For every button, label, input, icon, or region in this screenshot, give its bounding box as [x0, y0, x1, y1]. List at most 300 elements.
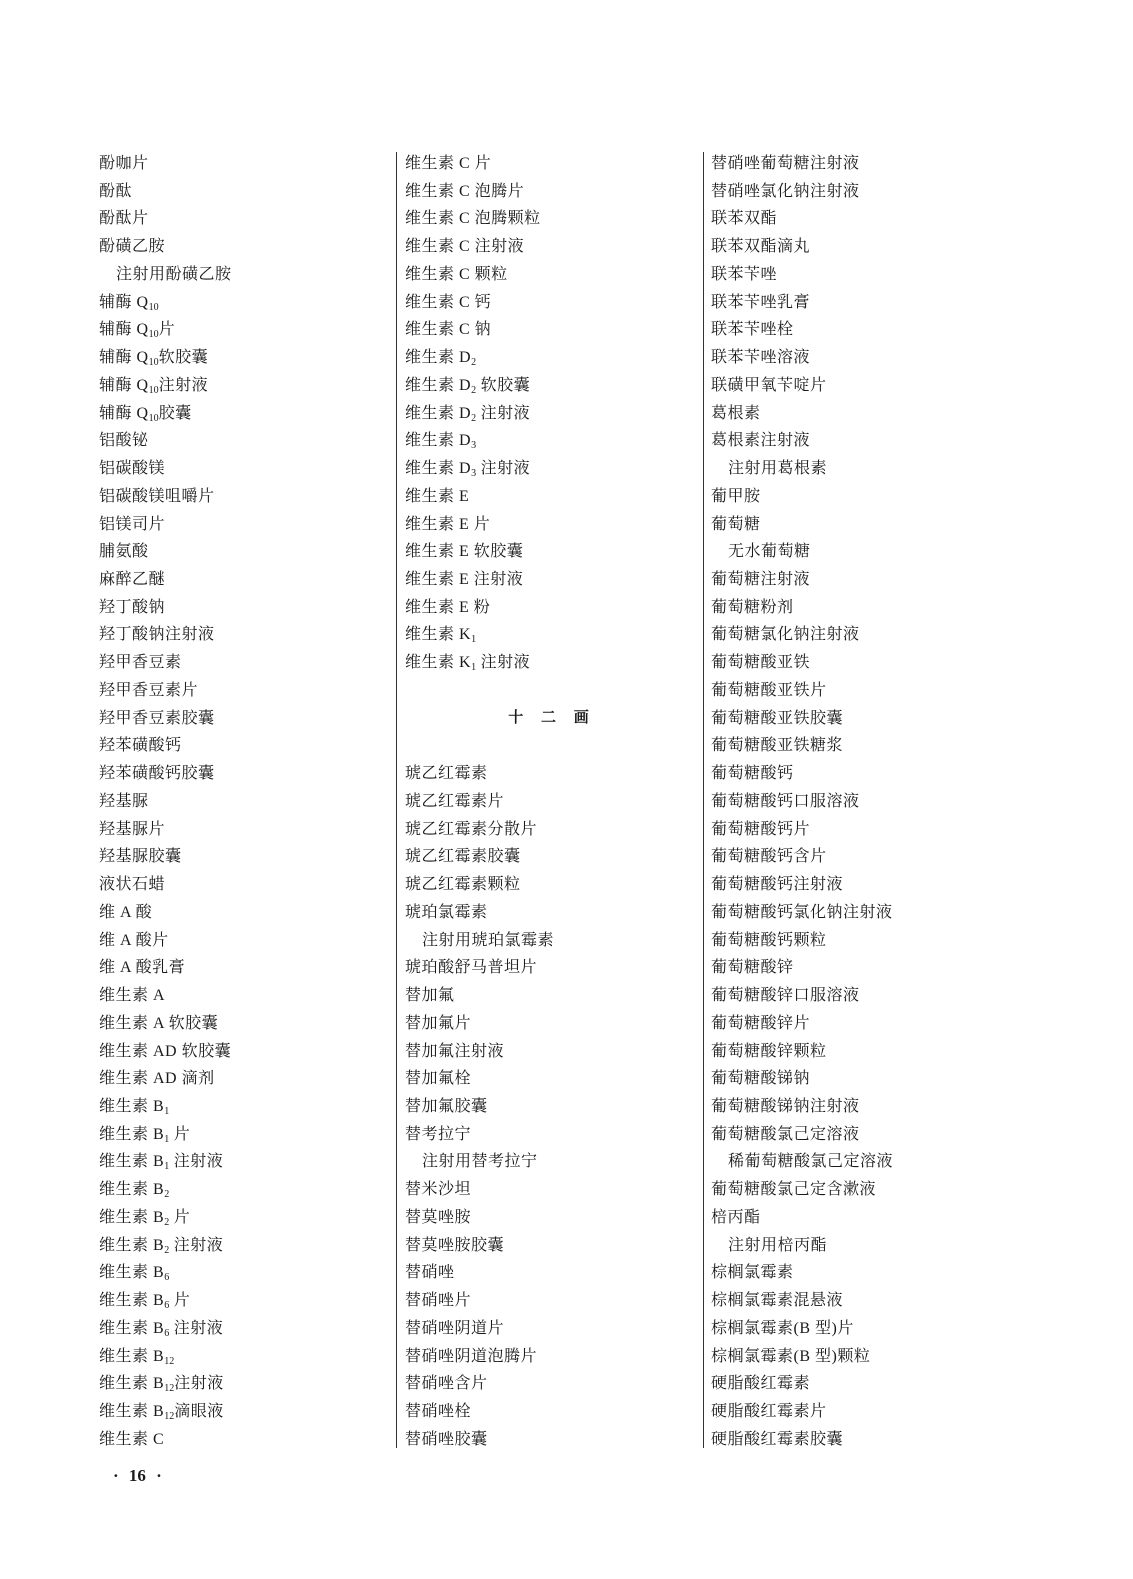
entry-text: 维生素 B	[99, 1181, 165, 1199]
index-entry	[99, 1426, 389, 1454]
entry-text: 维生素 C	[99, 1430, 165, 1448]
index-entry	[711, 621, 1001, 649]
entry-text: 铝酸铋	[99, 432, 149, 450]
entry-text: 葡萄糖酸亚铁	[711, 654, 811, 672]
entry-text-after: 软胶囊	[476, 376, 531, 394]
entry-text-after: 滴眼液	[174, 1403, 224, 1421]
index-entry	[711, 843, 1001, 871]
index-entry	[405, 871, 695, 899]
entry-text: 葡萄糖酸锌片	[711, 1014, 811, 1032]
index-entry	[711, 400, 1001, 428]
entry-text: 羟甲香豆素	[99, 654, 182, 672]
index-entry	[99, 649, 389, 677]
entry-text-after: 片	[158, 321, 176, 339]
index-entry	[405, 1121, 695, 1149]
index-entry	[99, 289, 389, 317]
index-entry	[711, 1065, 1001, 1093]
index-entry	[99, 732, 389, 760]
entry-text: 羟苯磺酸钙胶囊	[99, 765, 215, 783]
index-entry	[99, 205, 389, 233]
index-entry	[711, 178, 1001, 206]
entry-text: 联苯苄唑溶液	[711, 349, 811, 367]
index-entry	[711, 1010, 1001, 1038]
index-entry	[99, 982, 389, 1010]
entry-text: 维生素 E 片	[405, 515, 491, 533]
entry-text: 葛根素	[711, 404, 761, 422]
entry-text: 葡萄糖酸钙片	[711, 820, 811, 838]
index-entry	[99, 483, 389, 511]
entry-text: 替加氟注射液	[405, 1042, 505, 1060]
index-entry	[99, 1204, 389, 1232]
index-entry	[711, 982, 1001, 1010]
index-entry	[405, 566, 695, 594]
index-entry	[99, 427, 389, 455]
index-entry	[711, 705, 1001, 733]
index-entry	[711, 1093, 1001, 1121]
index-entry	[99, 871, 389, 899]
entry-text: 注射用葛根素	[728, 460, 828, 478]
entry-text: 棕榈氯霉素混悬液	[711, 1292, 844, 1310]
index-entry	[99, 954, 389, 982]
index-entry	[99, 1398, 389, 1426]
entry-text: 羟基脲片	[99, 820, 166, 838]
index-entry	[405, 344, 695, 372]
index-entry	[711, 1370, 1001, 1398]
index-entry	[405, 816, 695, 844]
entry-text: 液状石蜡	[99, 876, 166, 894]
index-entry	[99, 927, 389, 955]
index-entry	[405, 150, 695, 178]
index-entry	[711, 1121, 1001, 1149]
index-entry	[405, 289, 695, 317]
index-entry	[99, 1010, 389, 1038]
index-column-2	[405, 150, 695, 1454]
entry-text: 酚酞片	[99, 210, 149, 228]
entry-text-after: 注射液	[476, 460, 531, 478]
entry-subscript: 1	[164, 1105, 170, 1117]
entry-text: 维 A 酸乳膏	[99, 959, 186, 977]
entry-subscript: 10	[148, 384, 159, 396]
entry-text: 替硝唑栓	[405, 1403, 472, 1421]
entry-text: 维生素 C 钠	[405, 321, 492, 339]
index-entry	[711, 677, 1001, 705]
entry-text: 维生素 D	[405, 404, 472, 422]
entry-text: 替硝唑氯化钠注射液	[711, 182, 860, 200]
index-entry	[99, 233, 389, 261]
index-entry	[711, 1315, 1001, 1343]
index-entry	[711, 1038, 1001, 1066]
index-entry	[405, 538, 695, 566]
index-entry	[711, 150, 1001, 178]
index-entry	[405, 1426, 695, 1454]
entry-text: 注射用琥珀氯霉素	[422, 931, 555, 949]
entry-text: 维生素 B	[99, 1292, 165, 1310]
entry-text-after: 片	[169, 1292, 191, 1310]
entry-text: 葛根素注射液	[711, 432, 811, 450]
index-entry	[711, 594, 1001, 622]
index-entry	[99, 1121, 389, 1149]
entry-text: 琥乙红霉素颗粒	[405, 876, 521, 894]
index-entry	[711, 372, 1001, 400]
index-subentry	[405, 927, 695, 955]
index-entry	[405, 788, 695, 816]
entry-text: 铝碳酸镁咀嚼片	[99, 487, 215, 505]
entry-text: 联苯双酯滴丸	[711, 238, 811, 256]
index-entry	[405, 205, 695, 233]
index-entry	[405, 1370, 695, 1398]
index-entry	[99, 455, 389, 483]
entry-text: 维生素 E 软胶囊	[405, 543, 524, 561]
entry-text: 葡萄糖酸钙氯化钠注射液	[711, 903, 893, 921]
index-entry	[711, 344, 1001, 372]
index-entry	[711, 566, 1001, 594]
index-entry	[405, 372, 695, 400]
index-entry	[99, 178, 389, 206]
index-entry	[711, 899, 1001, 927]
entry-subscript: 3	[471, 468, 477, 480]
index-entry	[405, 621, 695, 649]
entry-list	[405, 150, 695, 677]
entry-subscript: 2	[164, 1216, 170, 1228]
index-entry	[711, 732, 1001, 760]
entry-text: 维生素 C 片	[405, 155, 492, 172]
index-entry	[99, 1093, 389, 1121]
index-entry	[711, 1426, 1001, 1454]
entry-text: 葡萄糖酸亚铁胶囊	[711, 709, 844, 727]
entry-text: 注射用替考拉宁	[422, 1153, 538, 1171]
index-entry	[99, 788, 389, 816]
column-divider	[703, 152, 704, 1448]
entry-text: 羟苯磺酸钙	[99, 737, 182, 755]
entry-text: 替硝唑葡萄糖注射液	[711, 155, 860, 172]
entry-text: 无水葡萄糖	[728, 543, 811, 561]
entry-text: 维生素 B	[99, 1125, 165, 1143]
entry-text: 维生素 AD 滴剂	[99, 1070, 215, 1088]
index-entry	[711, 316, 1001, 344]
entry-text: 维生素 B	[99, 1153, 165, 1171]
entry-text: 替硝唑含片	[405, 1375, 488, 1393]
entry-text: 维生素 A	[99, 987, 166, 1005]
entry-subscript: 1	[164, 1161, 170, 1173]
entry-text: 维生素 K	[405, 626, 472, 644]
index-entry	[405, 1010, 695, 1038]
entry-subscript: 2	[164, 1189, 170, 1201]
entry-text: 维生素 B	[99, 1375, 165, 1393]
entry-text: 稀葡萄糖酸氯己定溶液	[728, 1153, 894, 1171]
index-entry	[405, 455, 695, 483]
entry-text: 葡萄糖酸锑钠	[711, 1070, 811, 1088]
entry-text: 酚咖片	[99, 155, 149, 172]
entry-text: 替莫唑胺	[405, 1208, 472, 1226]
index-entry	[99, 1176, 389, 1204]
entry-text: 葡萄糖酸锑钠注射液	[711, 1097, 860, 1115]
entry-text: 维生素 B	[99, 1097, 165, 1115]
index-entry	[405, 1259, 695, 1287]
index-entry	[99, 705, 389, 733]
entry-subscript: 6	[164, 1272, 170, 1284]
entry-text: 维生素 D	[405, 460, 472, 478]
entry-text: 葡萄糖酸锌颗粒	[711, 1042, 827, 1060]
entry-text: 棕榈氯霉素	[711, 1264, 794, 1282]
index-entry	[99, 1287, 389, 1315]
index-entry	[99, 1259, 389, 1287]
entry-text: 维生素 E 注射液	[405, 571, 524, 589]
entry-text: 葡萄糖酸钙	[711, 765, 794, 783]
entry-text: 琥乙红霉素	[405, 765, 488, 783]
entry-text: 维生素 A 软胶囊	[99, 1014, 219, 1032]
entry-text: 替硝唑阴道泡腾片	[405, 1347, 538, 1365]
index-column-1	[99, 150, 389, 1454]
entry-text: 脯氨酸	[99, 543, 149, 561]
entry-text: 维生素 B	[99, 1403, 165, 1421]
index-entry	[99, 843, 389, 871]
entry-text: 维生素 C 颗粒	[405, 265, 508, 283]
entry-text: 棓丙酯	[711, 1208, 761, 1226]
entry-subscript: 12	[164, 1383, 175, 1395]
index-subentry	[99, 261, 389, 289]
entry-text: 辅酶 Q	[99, 404, 149, 422]
index-entry	[99, 1370, 389, 1398]
index-entry	[711, 927, 1001, 955]
entry-text: 葡萄糖酸锌	[711, 959, 794, 977]
entry-text: 葡萄糖酸锌口服溶液	[711, 987, 860, 1005]
entry-text: 替米沙坦	[405, 1181, 472, 1199]
index-entry	[405, 1176, 695, 1204]
entry-text-after: 注射液	[169, 1319, 224, 1337]
index-entry	[711, 511, 1001, 539]
index-entry	[405, 400, 695, 428]
page-number: · 16 ·	[113, 1466, 162, 1485]
entry-text: 羟丁酸钠注射液	[99, 626, 215, 644]
entry-text: 替加氟栓	[405, 1070, 472, 1088]
entry-text-after: 注射液	[476, 404, 531, 422]
entry-subscript: 12	[164, 1411, 175, 1423]
index-entry	[99, 400, 389, 428]
entry-subscript: 2	[471, 384, 477, 396]
entry-subscript: 12	[164, 1355, 175, 1367]
entry-text: 替硝唑阴道片	[405, 1319, 505, 1337]
entry-text-after: 软胶囊	[158, 349, 209, 367]
entry-text: 辅酶 Q	[99, 293, 149, 311]
entry-text: 硬脂酸红霉素片	[711, 1403, 827, 1421]
index-entry	[711, 788, 1001, 816]
index-entry	[711, 205, 1001, 233]
entry-text: 葡萄糖酸钙注射液	[711, 876, 844, 894]
index-entry	[405, 316, 695, 344]
index-entry	[99, 760, 389, 788]
entry-text: 注射用酚磺乙胺	[116, 265, 232, 283]
entry-list	[711, 150, 1001, 1454]
entry-text: 葡萄糖酸亚铁糖浆	[711, 737, 844, 755]
entry-text: 替硝唑片	[405, 1292, 472, 1310]
entry-text: 琥乙红霉素胶囊	[405, 848, 521, 866]
entry-text: 酚酞	[99, 182, 133, 200]
entry-text: 维生素 C 钙	[405, 293, 492, 311]
index-entry	[405, 1065, 695, 1093]
index-entry	[711, 649, 1001, 677]
index-entry	[405, 1398, 695, 1426]
index-entry	[405, 483, 695, 511]
index-entry	[711, 233, 1001, 261]
entry-text: 葡萄糖氯化钠注射液	[711, 626, 860, 644]
entry-text-after: 注射液	[174, 1375, 224, 1393]
index-entry	[99, 816, 389, 844]
entry-subscript: 1	[471, 662, 477, 674]
index-subentry	[711, 1232, 1001, 1260]
index-entry	[711, 871, 1001, 899]
entry-text: 替加氟	[405, 987, 455, 1005]
section-heading: 十 二 画	[508, 709, 596, 726]
index-entry	[711, 427, 1001, 455]
entry-text: 葡萄糖注射液	[711, 571, 811, 589]
index-subentry	[711, 455, 1001, 483]
index-entry	[405, 1204, 695, 1232]
entry-text: 注射用棓丙酯	[728, 1236, 828, 1254]
entry-list	[405, 760, 695, 1453]
entry-text: 替硝唑胶囊	[405, 1430, 488, 1448]
index-entry	[405, 649, 695, 677]
index-entry	[405, 843, 695, 871]
entry-text: 维 A 酸片	[99, 931, 169, 949]
index-entry	[99, 594, 389, 622]
index-entry	[99, 344, 389, 372]
index-entry	[405, 1315, 695, 1343]
entry-text: 琥乙红霉素片	[405, 792, 505, 810]
entry-subscript: 1	[164, 1133, 170, 1145]
entry-subscript: 6	[164, 1327, 170, 1339]
index-entry	[405, 427, 695, 455]
entry-text: 琥乙红霉素分散片	[405, 820, 538, 838]
index-entry	[711, 1176, 1001, 1204]
entry-subscript: 10	[148, 301, 159, 313]
entry-text: 维生素 C 泡腾片	[405, 182, 525, 200]
entry-text: 替莫唑胺胶囊	[405, 1236, 505, 1254]
entry-text: 替硝唑	[405, 1264, 455, 1282]
index-entry	[711, 1259, 1001, 1287]
entry-text: 维生素 D	[405, 376, 472, 394]
entry-text: 铝镁司片	[99, 515, 166, 533]
column-divider	[396, 152, 397, 1448]
entry-subscript: 6	[164, 1300, 170, 1312]
index-entry	[99, 372, 389, 400]
index-entry	[99, 566, 389, 594]
entry-text-after: 片	[169, 1125, 191, 1143]
index-entry	[99, 899, 389, 927]
entry-text: 替加氟片	[405, 1014, 472, 1032]
index-entry	[405, 1038, 695, 1066]
entry-subscript: 10	[148, 357, 159, 369]
entry-text: 棕榈氯霉素(B 型)颗粒	[711, 1347, 871, 1365]
index-entry	[99, 1148, 389, 1176]
entry-subscript: 2	[471, 412, 477, 424]
entry-text: 葡萄糖酸钙口服溶液	[711, 792, 860, 810]
index-entry	[405, 178, 695, 206]
entry-text: 维生素 B	[99, 1236, 165, 1254]
entry-text: 联苯苄唑乳膏	[711, 293, 811, 311]
entry-text: 硬脂酸红霉素胶囊	[711, 1430, 844, 1448]
entry-text: 葡萄糖粉剂	[711, 598, 794, 616]
index-entry	[99, 1315, 389, 1343]
entry-subscript: 2	[164, 1244, 170, 1256]
entry-text: 羟甲香豆素片	[99, 681, 199, 699]
entry-subscript: 10	[148, 329, 159, 341]
index-entry	[405, 261, 695, 289]
entry-text: 辅酶 Q	[99, 349, 149, 367]
entry-text: 维生素 C 注射液	[405, 238, 525, 256]
index-entry	[711, 1343, 1001, 1371]
index-entry	[405, 760, 695, 788]
index-subentry	[405, 1148, 695, 1176]
entry-text: 维生素 K	[405, 654, 472, 672]
entry-subscript: 2	[471, 357, 477, 369]
entry-text-after: 注射液	[169, 1153, 224, 1171]
index-entry	[99, 538, 389, 566]
index-entry	[99, 677, 389, 705]
index-entry	[405, 954, 695, 982]
entry-text: 维生素 E	[405, 487, 470, 505]
entry-text: 联苯苄唑栓	[711, 321, 794, 339]
entry-text-after: 片	[169, 1208, 191, 1226]
entry-text: 维生素 D	[405, 349, 472, 367]
index-entry	[99, 1065, 389, 1093]
entry-text: 维生素 AD 软胶囊	[99, 1042, 232, 1060]
index-entry	[99, 150, 389, 178]
entry-text: 替考拉宁	[405, 1125, 472, 1143]
entry-text: 葡萄糖酸氯己定溶液	[711, 1125, 860, 1143]
index-entry	[99, 511, 389, 539]
index-entry	[711, 1398, 1001, 1426]
entry-subscript: 3	[471, 440, 477, 452]
entry-text: 酚磺乙胺	[99, 238, 166, 256]
entry-text: 维生素 B	[99, 1347, 165, 1365]
entry-text: 维生素 B	[99, 1319, 165, 1337]
entry-text: 葡萄糖酸氯己定含漱液	[711, 1181, 877, 1199]
index-entry	[405, 594, 695, 622]
entry-text: 羟丁酸钠	[99, 598, 166, 616]
entry-text: 维生素 D	[405, 432, 472, 450]
entry-text: 联苯苄唑	[711, 265, 778, 283]
index-subentry	[711, 538, 1001, 566]
entry-subscript: 1	[471, 634, 477, 646]
entry-text: 维生素 E 粉	[405, 598, 491, 616]
index-entry	[711, 289, 1001, 317]
index-entry	[99, 316, 389, 344]
index-entry	[711, 760, 1001, 788]
index-entry	[405, 1343, 695, 1371]
entry-text: 辅酶 Q	[99, 321, 149, 339]
index-entry	[99, 621, 389, 649]
index-entry	[405, 511, 695, 539]
index-entry	[711, 1287, 1001, 1315]
entry-text: 琥珀氯霉素	[405, 903, 488, 921]
entry-text: 葡甲胺	[711, 487, 761, 505]
index-entry	[99, 1038, 389, 1066]
index-entry	[405, 1232, 695, 1260]
index-entry	[711, 261, 1001, 289]
entry-text: 维生素 B	[99, 1264, 165, 1282]
entry-text: 替加氟胶囊	[405, 1097, 488, 1115]
entry-text: 铝碳酸镁	[99, 460, 166, 478]
entry-subscript: 10	[148, 412, 159, 424]
index-entry	[405, 899, 695, 927]
index-column-3	[711, 150, 1001, 1454]
entry-list	[99, 150, 389, 1454]
entry-text: 葡萄糖酸亚铁片	[711, 681, 827, 699]
entry-text: 羟基脲	[99, 792, 149, 810]
entry-text: 维生素 B	[99, 1208, 165, 1226]
index-entry	[405, 1093, 695, 1121]
entry-text: 葡萄糖	[711, 515, 761, 533]
